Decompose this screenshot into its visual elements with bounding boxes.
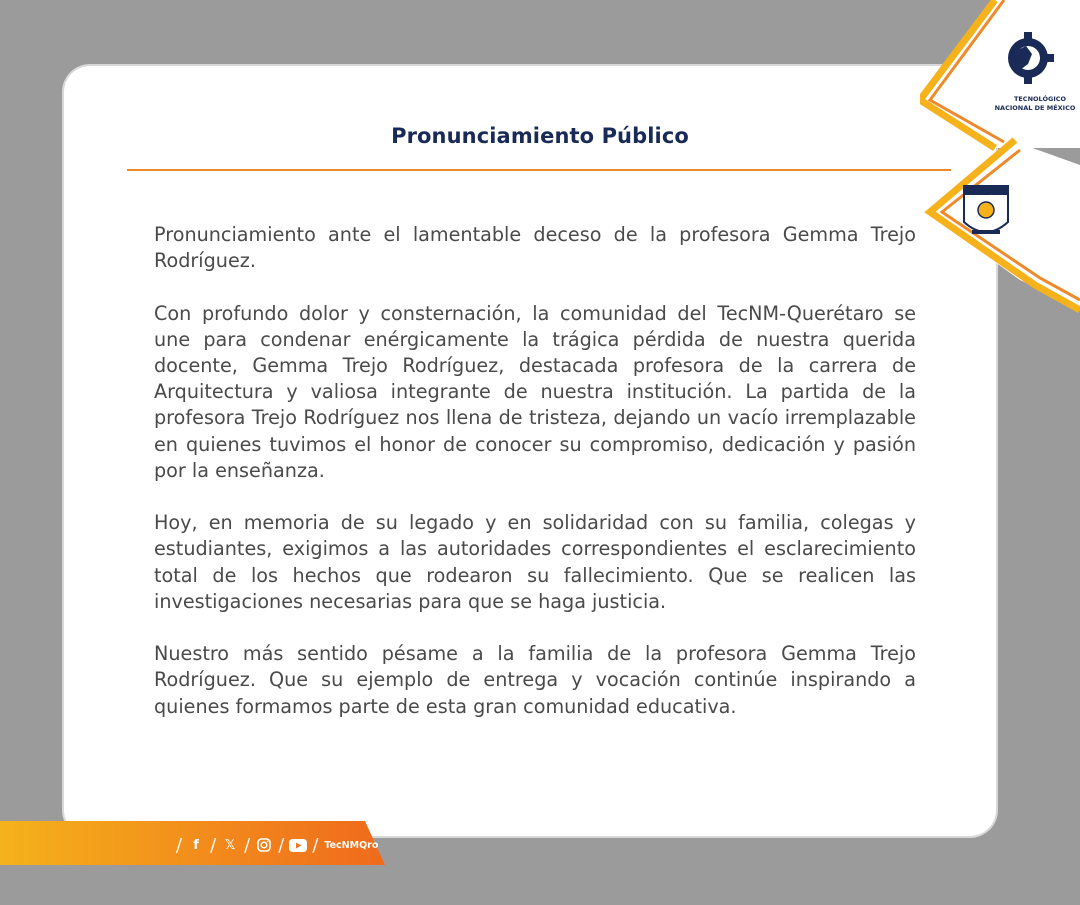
paragraph-condolence: Con profundo dolor y consternación, la comunidad del TecNM-Querétaro se une para condenar enérgicamente la trágica pérdida de nuestra querida docente, Gemma Trejo Rodríguez, destacada profesora de la carrera de Arquitectura y valiosa integrante de nuestra institución. La partida de la profesora Trejo Rodríguez nos llena de tristeza, dejando un vacío irremplazable en quienes tuvimos el honor de conocer su compromiso, dedicación y pasión por la enseñanza.: [154, 301, 916, 482]
title-divider: [127, 169, 951, 171]
divider-slash: /: [278, 834, 285, 856]
itq-shield-text-right: TÉCNICA: [987, 195, 1005, 200]
paragraph-demand: Hoy, en memoria de su legado y en solidaridad con su familia, colegas y estudiantes, exigimos a las autoridades correspondientes el esclarecimiento total de los hechos que rodearon su fallecimiento. Que se realicen las investigaciones necesarias para que se haga justicia.: [154, 511, 916, 613]
x-icon[interactable]: 𝕏: [224, 837, 236, 853]
social-handle[interactable]: TecNMQro: [324, 839, 379, 851]
divider-slash: /: [176, 834, 183, 856]
tecnm-logo-text-1: TECNOLÓGICO: [1013, 95, 1067, 103]
instagram-icon[interactable]: [254, 835, 274, 855]
page-title: Pronunciamiento Público: [391, 124, 689, 148]
divider-slash: /: [312, 834, 319, 856]
social-links: [176, 830, 378, 860]
itq-shield-icon: [964, 186, 1008, 234]
tecnm-badge-bg: [920, 0, 1080, 148]
statement-body: [154, 222, 916, 746]
tecnm-logo-text-2: NACIONAL DE MÉXICO: [994, 104, 1076, 112]
itq-shield-text-left: CIENCIA: [969, 195, 987, 200]
institution-badges: [920, 0, 1080, 320]
divider-slash: /: [244, 834, 251, 856]
paragraph-intro: Pronunciamiento ante el lamentable deceso de la profesora Gemma Trejo Rodríguez.: [154, 223, 916, 273]
paragraph-closing: Nuestro más sentido pésame a la familia de la profesora Gemma Trejo Rodríguez. Que su ejemplo de entrega y vocación continúe inspirando a quienes formamos parte de esta gran comunidad educativa.: [154, 642, 916, 718]
youtube-icon[interactable]: [288, 835, 308, 855]
facebook-icon[interactable]: f: [193, 837, 199, 853]
divider-slash: /: [210, 834, 217, 856]
